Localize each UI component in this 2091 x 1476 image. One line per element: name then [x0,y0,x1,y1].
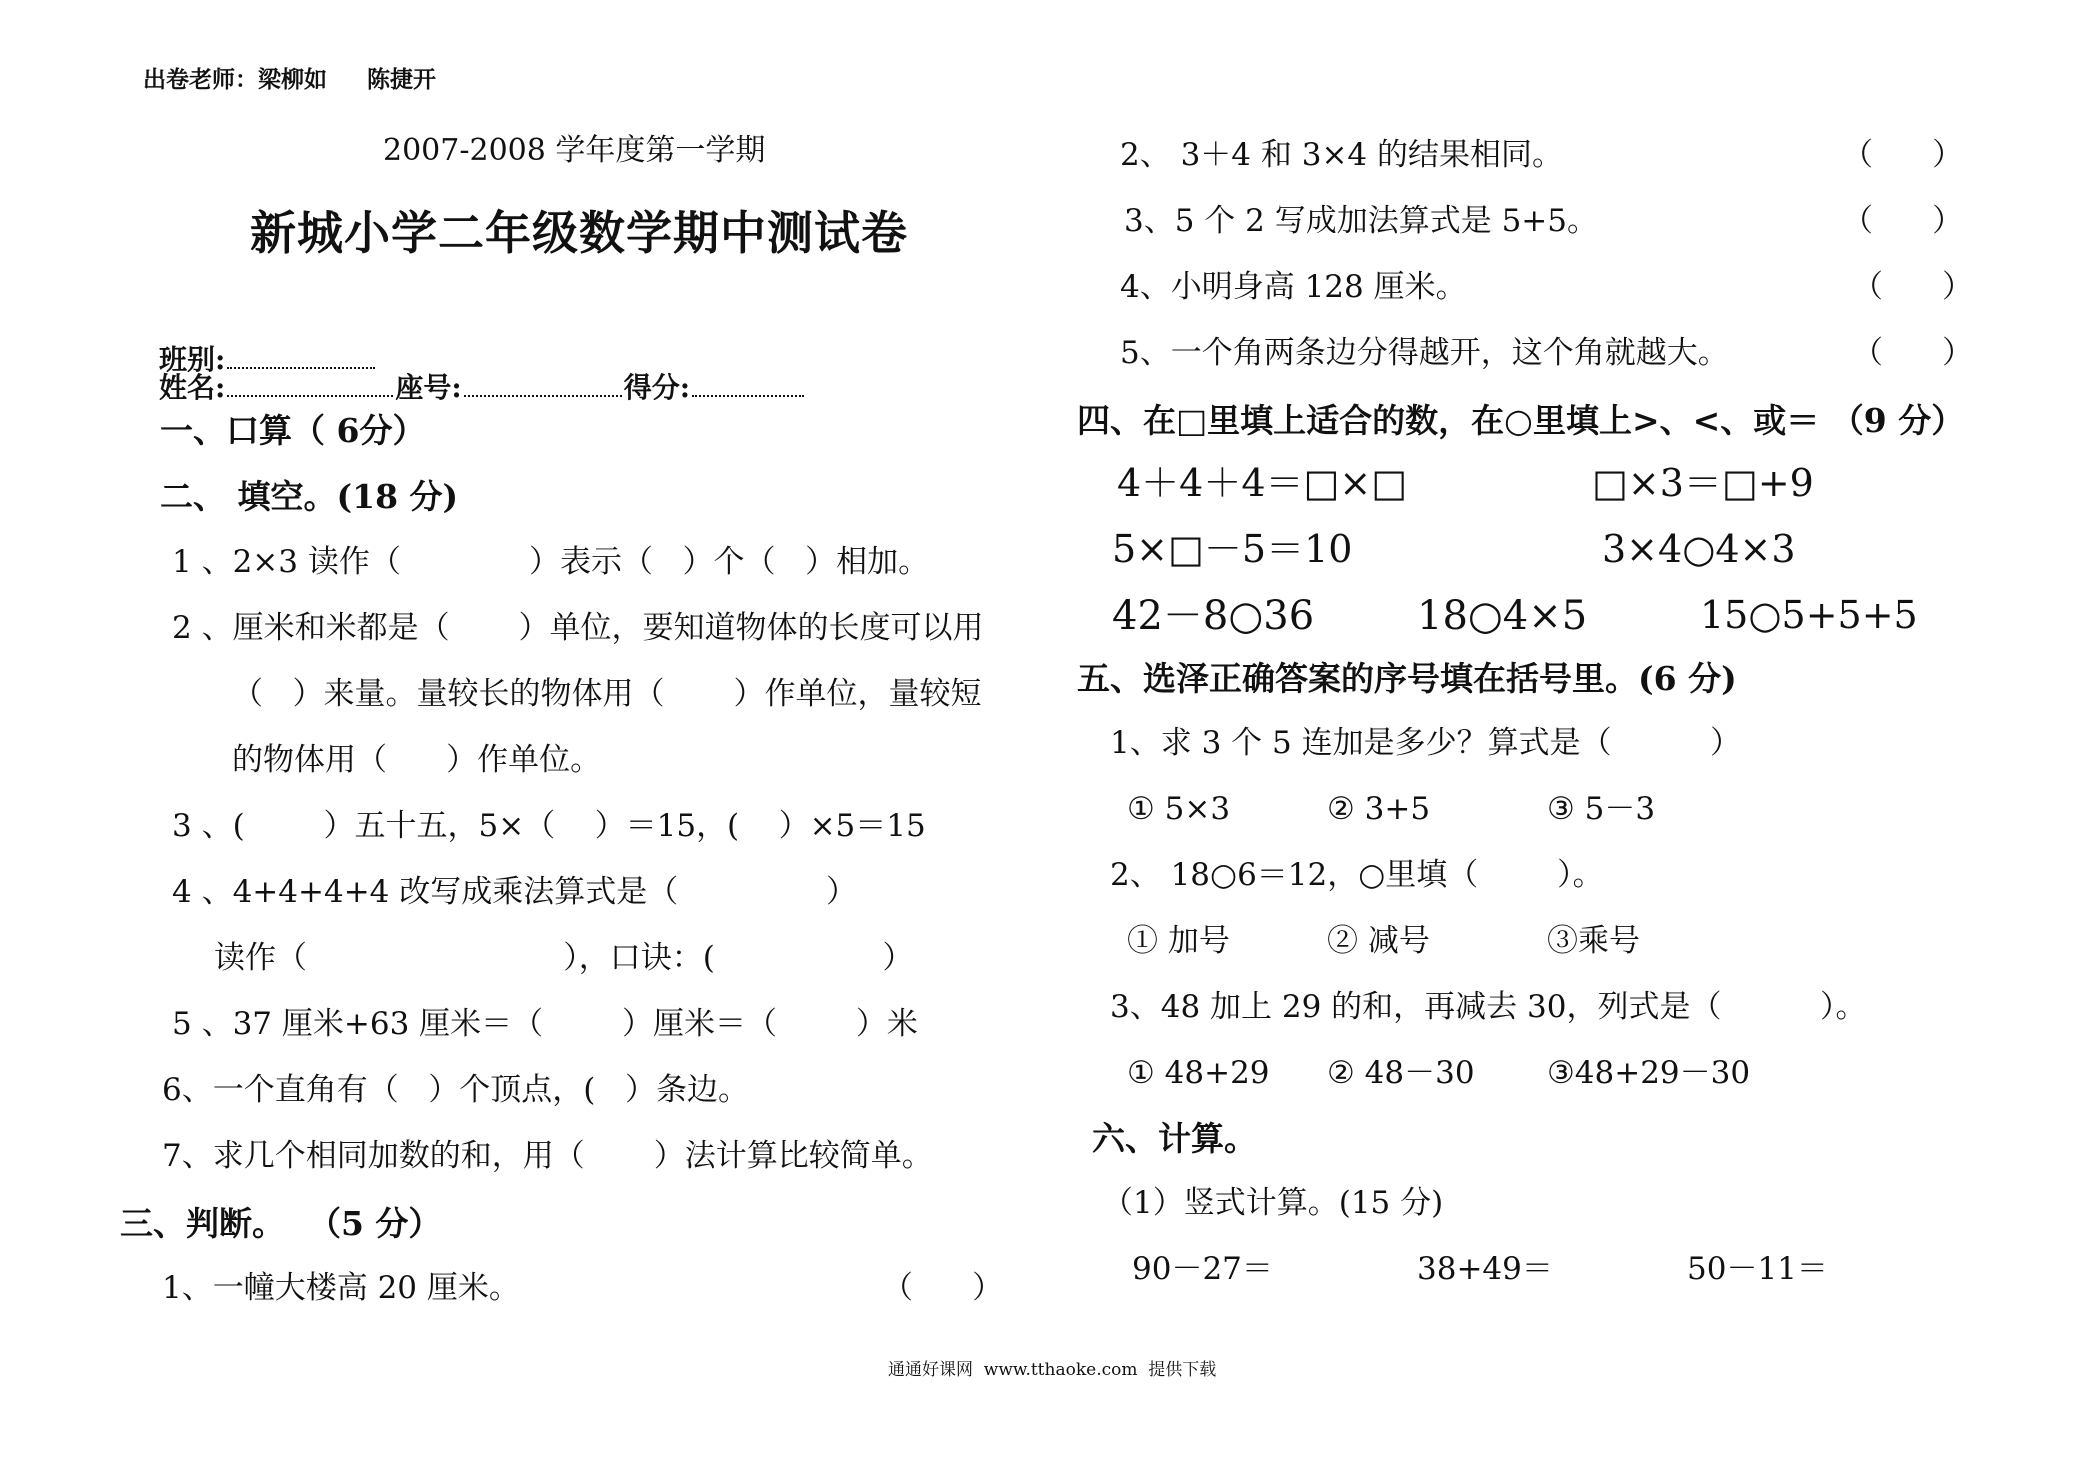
judge-q3: 3、5 个 2 写成加法算式是 5+5。 [1124,203,1599,239]
section-1-heading: 一、口算（ 6分） [160,411,426,450]
section-4-heading: 四、在□里填上适合的数，在○里填上>、<、或＝ （9 分） [1077,401,1965,440]
choice-q1: 1、求 3 个 5 连加是多少？算式是（ ） [1110,725,1742,761]
fill-q4-line1: 4 、4+4+4+4 改写成乘法算式是（ ） [172,874,858,910]
choice-q2-opt2[interactable]: ② 减号 [1327,923,1430,959]
section-3-heading: 三、判断。 （5 分） [120,1204,442,1243]
score-label: 得分: [623,371,691,404]
fill-q6: 6、一个直角有（ ）个顶点，( ）条边。 [162,1072,749,1108]
compare-r3a: 42－8○36 [1112,593,1315,639]
judge-q5: 5、一个角两条边分得越开，这个角就越大。 [1120,335,1729,371]
choice-q3-opt2[interactable]: ② 48－30 [1327,1055,1475,1091]
compare-r2a: 5×□－5＝10 [1112,527,1353,571]
compare-r1a: 4＋4＋4＝□×□ [1117,461,1408,505]
page-title: 新城小学二年级数学期中测试卷 [250,206,908,260]
choice-q2: 2、 18○6＝12，○里填（ ）。 [1110,857,1604,893]
section-6-heading: 六、计算。 [1092,1119,1257,1158]
calc-expr-3: 50－11＝ [1687,1251,1828,1287]
class-label: 班别: [159,343,226,376]
choice-q3-opt3[interactable]: ③48+29－30 [1547,1055,1751,1091]
fill-q2-line3: 的物体用（ ）作单位。 [232,742,602,778]
judge-q2-answer[interactable]: （ ） [1842,137,1964,173]
compare-r3b: 18○4×5 [1417,593,1588,639]
section-5-heading: 五、选泽正确答案的序号填在括号里。(6 分) [1077,659,1737,698]
name-blank[interactable] [227,391,393,397]
seat-label: 座号: [395,371,462,404]
fill-q3: 3 、( ）五十五，5×（ ）＝15，( ）×5＝15 [172,808,926,844]
seat-blank[interactable] [464,391,622,397]
judge-q4-answer[interactable]: （ ） [1852,269,1974,305]
compare-r2b: 3×4○4×3 [1602,527,1796,571]
choice-q3-opt1[interactable]: ① 48+29 [1127,1055,1270,1091]
compare-r1b: □×3＝□+9 [1592,461,1814,505]
calc-expr-2: 38+49＝ [1417,1251,1553,1287]
judge-q5-answer[interactable]: （ ） [1852,335,1974,371]
fill-q1: 1 、2×3 读作（ ）表示（ ）个（ ）相加。 [172,544,930,580]
teachers-line: 出卷老师：梁柳如 陈捷开 [143,66,437,93]
choice-q1-opt1[interactable]: ① 5×3 [1127,791,1231,827]
choice-q2-opt3[interactable]: ③乘号 [1547,923,1640,959]
term-line: 2007-2008 学年度第一学期 [383,133,766,168]
fill-q2-line2: （ ）来量。量较长的物体用（ ）作单位，量较短 [232,676,982,712]
class-blank[interactable] [227,363,375,369]
choice-q1-opt3[interactable]: ③ 5－3 [1547,791,1656,827]
judge-q3-answer[interactable]: （ ） [1842,203,1964,239]
fill-q7: 7、求几个相同加数的和，用（ ）法计算比较简单。 [162,1138,933,1174]
score-blank[interactable] [692,391,804,397]
page-footer: 通通好课网 www.tthaoke.com 提供下载 [888,1360,1217,1380]
section-2-heading: 二、 填空。(18 分) [160,477,459,516]
compare-r3c: 15○5+5+5 [1700,593,1918,637]
calc-expr-1: 90－27＝ [1132,1251,1273,1287]
fill-q4-line2: 读作（ ），口诀：( ） [214,940,914,976]
judge-q4: 4、小明身高 128 厘米。 [1120,269,1467,305]
choice-q3: 3、48 加上 29 的和，再减去 30，列式是（ ）。 [1110,989,1867,1025]
judge-q1: 1、一幢大楼高 20 厘米。 [162,1270,520,1306]
name-label: 姓名: [159,371,226,404]
calc-subheading: （1）竖式计算。(15 分) [1102,1185,1444,1221]
judge-q1-answer[interactable]: （ ） [882,1270,1004,1306]
fill-q5: 5 、37 厘米+63 厘米＝（ ）厘米＝（ ）米 [172,1006,918,1042]
fill-q2-line1: 2 、厘米和米都是（ ）单位，要知道物体的长度可以用 [172,610,984,646]
choice-q2-opt1[interactable]: ① 加号 [1127,923,1230,959]
choice-q1-opt2[interactable]: ② 3+5 [1327,791,1431,827]
judge-q2: 2、 3＋4 和 3×4 的结果相同。 [1120,137,1564,173]
